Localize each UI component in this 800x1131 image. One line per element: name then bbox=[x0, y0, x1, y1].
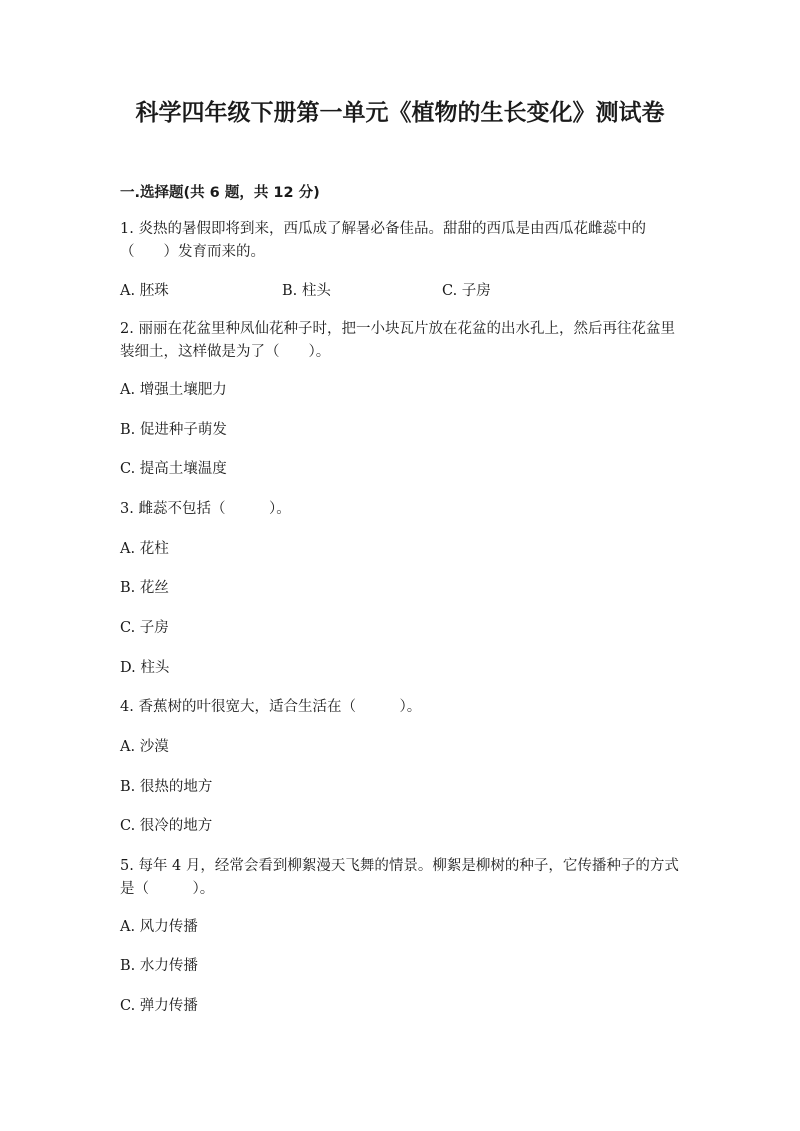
option-b: B. 水力传播 bbox=[120, 958, 198, 974]
option-a: A. 沙漠 bbox=[120, 739, 169, 755]
option-a: A. 风力传播 bbox=[120, 919, 198, 935]
page-title: 科学四年级下册第一单元《植物的生长变化》测试卷 bbox=[135, 100, 665, 126]
question-5-stem: 5. 每年 4 月，经常会看到柳絮漫天飞舞的情景。柳絮是柳树的种子，它传播种子的方式是（ ）。 bbox=[120, 858, 679, 897]
section-heading: 一.选择题(共 6 题，共 12 分) bbox=[120, 185, 320, 201]
option-a: A. 花柱 bbox=[120, 541, 169, 557]
option-d: D. 柱头 bbox=[120, 660, 170, 676]
option-a: A. 胚珠 bbox=[120, 283, 169, 299]
option-c: C. 很冷的地方 bbox=[120, 818, 213, 834]
option-b: B. 柱头 bbox=[282, 283, 331, 299]
question-3-stem: 3. 雌蕊不包括（ ）。 bbox=[120, 501, 291, 517]
question-4-stem: 4. 香蕉树的叶很宽大，适合生活在（ ）。 bbox=[120, 699, 422, 715]
option-b: B. 花丝 bbox=[120, 580, 169, 596]
question-1-stem: 1. 炎热的暑假即将到来，西瓜成了解暑必备佳品。甜甜的西瓜是由西瓜花雌蕊中的（ ）发育而来的。 bbox=[120, 221, 646, 260]
question-2-stem: 2. 丽丽在花盆里种凤仙花种子时，把一小块瓦片放在花盆的出水孔上，然后再往花盆里装细土，这样做是为了（ ）。 bbox=[120, 321, 675, 360]
option-c: C. 弹力传播 bbox=[120, 998, 198, 1014]
option-c: C. 子房 bbox=[120, 620, 169, 636]
option-c: C. 提高土壤温度 bbox=[120, 461, 227, 477]
option-b: B. 促进种子萌发 bbox=[120, 422, 227, 438]
option-c: C. 子房 bbox=[442, 283, 491, 299]
option-a: A. 增强土壤肥力 bbox=[120, 382, 227, 398]
option-b: B. 很热的地方 bbox=[120, 779, 213, 795]
